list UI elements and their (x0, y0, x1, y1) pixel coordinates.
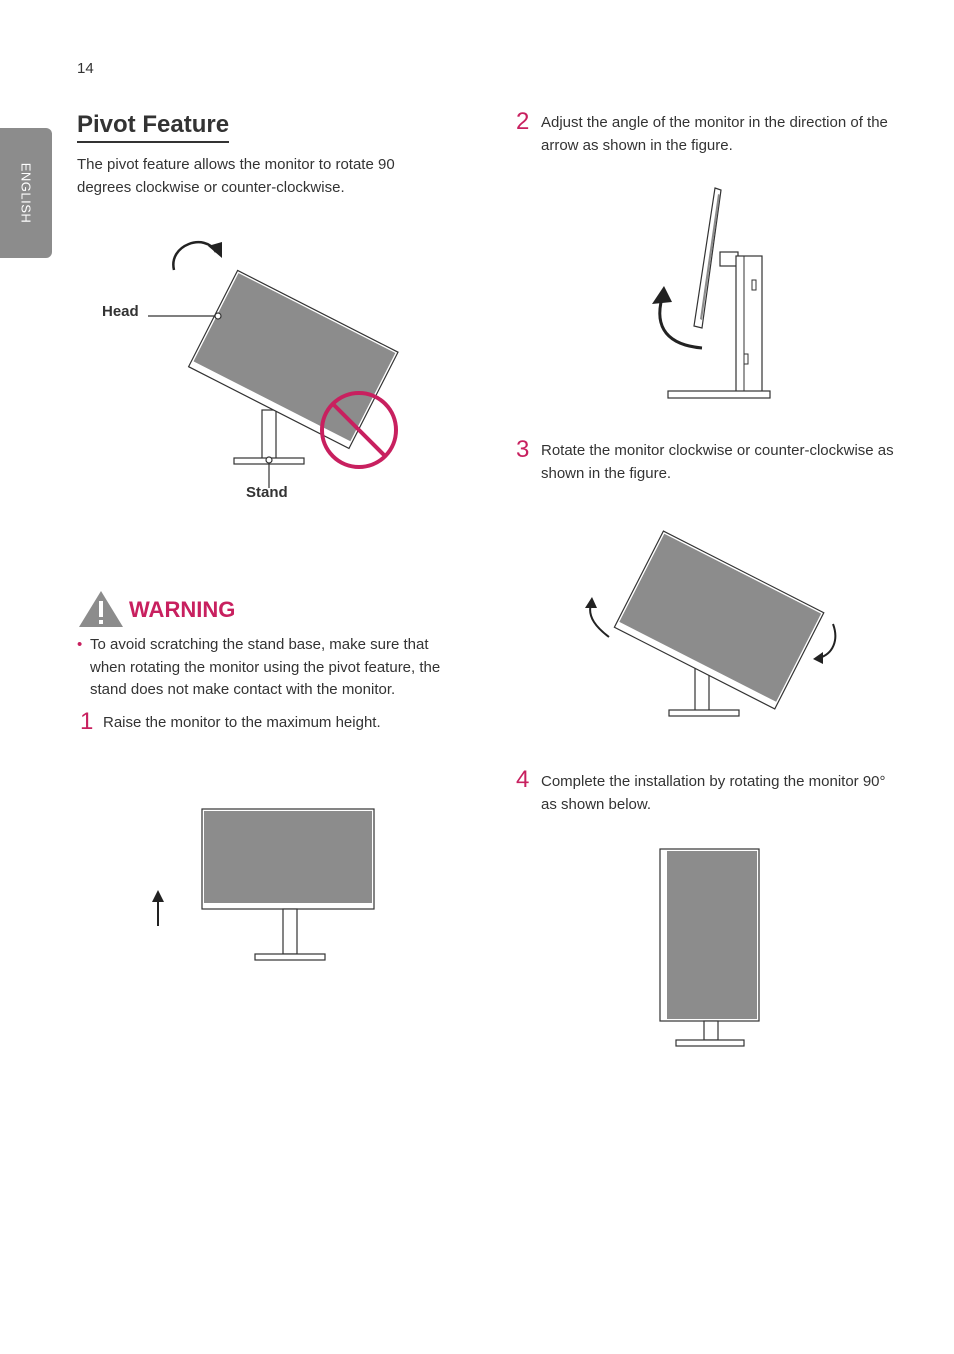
step-4-number: 4 (516, 766, 530, 793)
head-label: Head (102, 303, 139, 320)
bullet-dot: • (77, 636, 83, 653)
step-4-figure (650, 840, 770, 1050)
step-1-text: Raise the monitor to the maximum height. (103, 714, 381, 731)
step-3-text: Rotate the monitor clockwise or counter-clockwise as shown in the figure. (541, 442, 894, 482)
stand-label: Stand (246, 484, 288, 501)
step-2-number: 2 (516, 108, 530, 135)
section-intro: The pivot feature allows the monitor to rotate 90 degrees clockwise or counter-clockwise. (77, 156, 395, 196)
warning-title: WARNING (129, 597, 236, 622)
section-title: Pivot Feature (77, 110, 229, 143)
step-4-text: Complete the installation by rotating the monitor 90° as shown below. (541, 773, 886, 813)
step-2-text: Adjust the angle of the monitor in the direction of the arrow as shown in the figure. (541, 114, 888, 154)
step-2-figure (640, 180, 780, 410)
pivot-overview-figure (0, 225, 460, 515)
step-1-number: 1 (80, 708, 94, 735)
language-tab-label: ENGLISH (18, 162, 34, 224)
page-number: 14 (77, 60, 94, 77)
step-3-figure (575, 520, 855, 725)
warning-icon (77, 589, 125, 629)
warning-bullet (77, 634, 449, 702)
warning-bullet-text: To avoid scratching the stand base, make sure that when rotating the monitor using the pivot feature, the stand does not make contact with the monitor. (90, 636, 441, 698)
step-3-number: 3 (516, 436, 530, 463)
step-1-figure (140, 800, 390, 970)
